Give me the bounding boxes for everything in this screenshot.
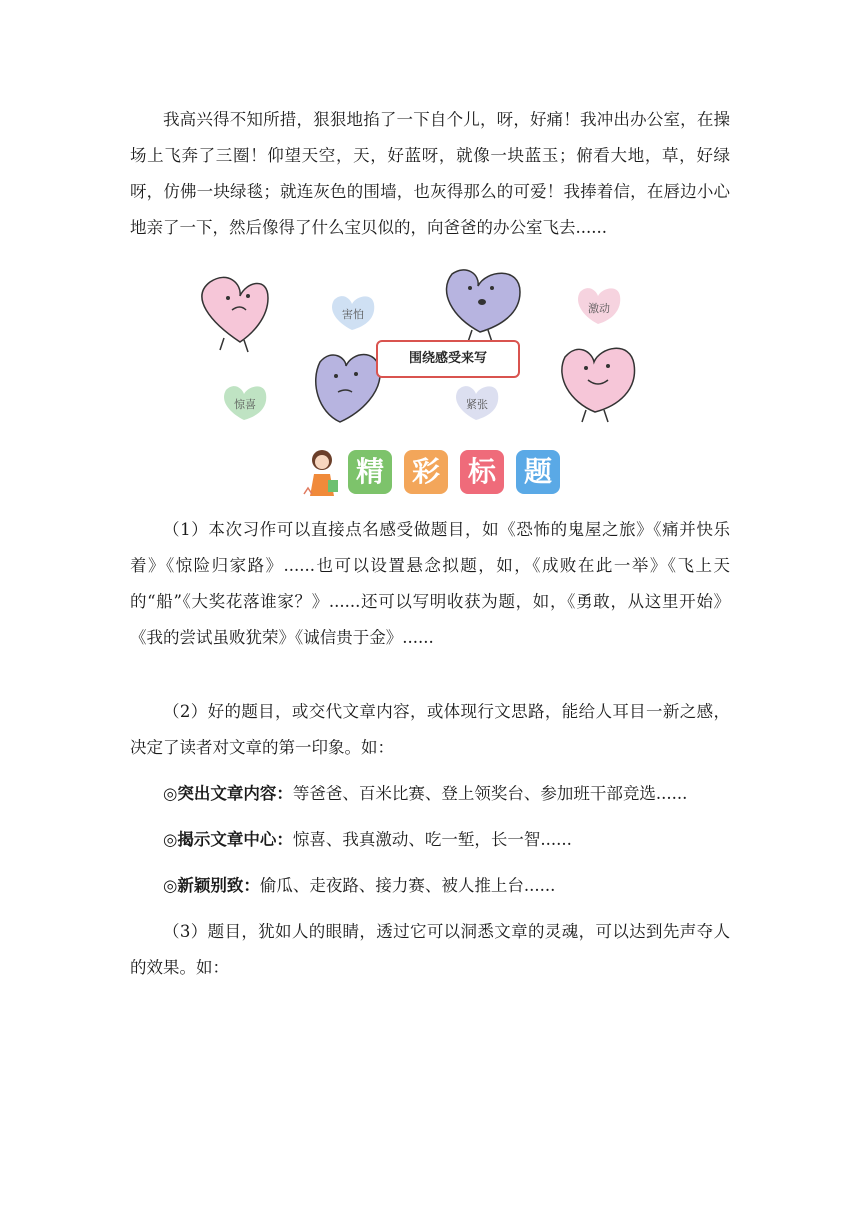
pink-heart-character xyxy=(202,277,268,352)
title-char-2: 彩 xyxy=(404,450,448,494)
bullet-content-text: 等爸爸、百米比赛、登上领奖台、参加班干部竞选...... xyxy=(292,784,688,803)
bullet-novel-lead: ◎新颖别致： xyxy=(163,876,260,895)
title-char-1: 精 xyxy=(348,450,392,494)
emotion-illustration xyxy=(190,262,660,432)
purple-heart-character xyxy=(447,270,520,342)
bullet-content xyxy=(130,776,730,812)
bullet-novel-text: 偷瓜、走夜路、接力赛、被人推上台...... xyxy=(259,876,556,895)
paragraph-1: （1）本次习作可以直接点名感受做题目，如《恐怖的鬼屋之旅》《痛并快乐着》《惊险归家路》......也可以设置悬念拟题，如，《成败在此一举》《飞上天的“船”《大奖花落谁家？》......还可以写明收获为题，如，《勇敢，从这里开始》《我的尝试虽败犹荣》《诚信贵于金》...... xyxy=(130,520,730,647)
emotion-label-fear: 害怕 xyxy=(342,308,364,321)
bullet-theme-lead: ◎揭示文章中心： xyxy=(163,830,293,849)
bullet-novel xyxy=(130,868,730,904)
emotion-label-nervous: 紧张 xyxy=(466,398,488,411)
bullet-content-lead: ◎突出文章内容： xyxy=(163,784,293,803)
title-char-4: 题 xyxy=(516,450,560,494)
paragraph-2: （2）好的题目，或交代文章内容，或体现行文思路，能给人耳目一新之感，决定了读者对文章的第一印象。如： xyxy=(130,702,730,757)
scared-heart-character xyxy=(316,355,380,423)
bullet-theme xyxy=(130,822,730,858)
paragraph-3: （3）题目，犹如人的眼睛，透过它可以洞悉文章的灵魂，可以达到先声夺人的效果。如： xyxy=(130,922,730,977)
emotion-label-excited: 激动 xyxy=(588,302,610,315)
excited-heart-character xyxy=(562,348,635,422)
center-label-box: 围绕感受来写 xyxy=(376,340,520,378)
section-title xyxy=(298,446,568,498)
girl-reading-icon xyxy=(298,446,344,498)
emotion-label-surprise: 惊喜 xyxy=(234,398,256,411)
title-char-3: 标 xyxy=(460,450,504,494)
bullet-theme-text: 惊喜、我真激动、吃一堑，长一智...... xyxy=(292,830,572,849)
intro-paragraph: 我高兴得不知所措，狠狠地掐了一下自个儿，呀，好痛！我冲出办公室，在操场上飞奔了三圈！仰望天空，天，好蓝呀，就像一块蓝玉；俯看大地，草，好绿呀，仿佛一块绿毯；就连灰色的围墙，也灰得那么的可爱！我捧着信，在唇边小心地亲了一下，然后像得了什么宝贝似的，向爸爸的办公室飞去...... xyxy=(130,110,730,237)
